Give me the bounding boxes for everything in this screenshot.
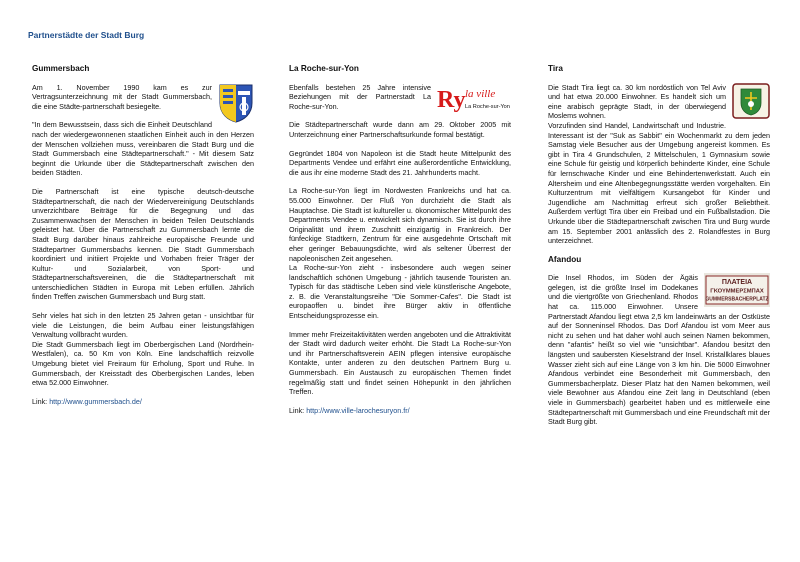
gummersbach-intro: Am 1. November 1990 kam es zur Vertragsunterzeichnung mit der Stadt Gummersbach, die eine Städte-partnerschaft besiegelte. <box>32 82 212 111</box>
la-roche-sur-yon-logo-icon <box>437 83 511 115</box>
heading-la-roche-sur-yon: La Roche-sur-Yon <box>289 64 359 73</box>
la-roche-certificate: Die Städtepartnerschaft wurde dann am 29. Oktober 2005 mit Unterzeichnung einer Partnerschaftsurkunde formal bestätigt. <box>289 120 511 139</box>
svg-text:Ry: Ry <box>437 86 466 113</box>
gummersbach-coat-of-arms-icon <box>218 83 254 123</box>
column-tira-afandou <box>548 64 770 436</box>
tira-description: Die Stadt Tira liegt ca. 30 km nordöstlich von Tel Aviv und hat etwa 20.000 Einwohner. Es handelt sich um eine arabisch geprägte Stadt, in der überwiegend Moslems wohnen. Vorzufinden sind Handel, Landwirtschaft und Industrie. Interessant ist der "Suk as Sabbit" ein Wochenmarkt zu dem jeden Samstag viele Besucher aus der Umgebung angereist kommen. Es gibt in Tira 4 Grundschulen, 2 Mittelschulen, 1 Gymnasium sowie eine Schule für geistig und körperlich behinderte Kinder, eine Schule für lernschwache Kinder und eine Behindertenwerkstatt. Auch ein Altersheim und eine Altenbegegnungsstätte werden vorgehalten. Ein Kulturzentrum mit vielfältigem Kursangebot für Kinder und Jugendliche am Nachmittag erfreut sich großer Beliebtheit. Außerdem verfügt Tira über ein Freibad und ein Fußballstadion. Die Urkunde über die Städtepartnerschaft zwischen Tira und Burg wurde am 15. September 2001 anlässlich des 2. Rolandfestes in Burg unterzeichnet. <box>548 82 770 246</box>
la-roche-link[interactable]: http://www.ville-larochesuryon.fr/ <box>306 405 410 415</box>
la-roche-description: La Roche-sur-Yon liegt im Nordwesten Frankreichs und hat ca. 55.000 Einwohner. Der Fluß Yon durchzieht die Stadt als Hauptachse. Die Stadt ist kultureller u. ökonomischer Mittelpunkt des Departments Vendee u. entwickelt sich dynamisch. Sie ist durch ihre Originalität und ihrem Zuschnitt einzigartig in Frankreich. Der fünfeckige Stadtkern, Zentrum für eine ausgedehnte Ortschaft mit eher geringer Bebauungsdichte, wird als seltener Überrest der napoleonischen Zeit angesehen. La Roche-sur-Yon zieht - insbesondere auch wegen seiner landschaftlich schönen Umgebung - jährlich tausende Touristen an. Typisch für das städtische Leben sind viele künstlerische Angebote, z. B. die Veranstaltungsreihe "Die Sommer-Cafes". Die Stadt ist europaoffen u. bindet ihre Bürger aktiv in öffentliche Entscheidungsprozesse ein. <box>289 186 511 321</box>
gummersbach-quote: "In dem Bewusstsein, dass sich die Einheit Deutschland nach der wiedergewonnenen staatlichen Einheit auch in den Herzen der Menschen vollziehen muss, vereinbaren die Stadt Burg und die Stadt Gummersbach eine Städtepartnerschaft." - Mit diesem Satz beginnt die Urkunde über die Städtepartnerschaft zwischen den beiden Städten. <box>32 120 254 178</box>
column-gummersbach <box>32 64 254 415</box>
gummersbach-link[interactable]: http://www.gummersbach.de/ <box>49 396 142 406</box>
gummersbach-description: Sehr vieles hat sich in den letzten 25 Jahren getan - unsichtbar für viele die Leistungen, die beim Aufbau einer leistungsfähigen Verwaltung vollbracht wurden. Die Stadt Gummersbach liegt im Oberbergischen Land (Nordrhein-Westfalen), ca. 50 Km von Köln. Eine landschaftlich reizvolle Umgebung bietet viel Freiraum für Erholung, Sport und Ruhe. In Gummersbach, der Kreisstadt des Oberbergischen Landes, leben etwa 52.000 Einwohner. <box>32 311 254 388</box>
la-roche-intro: Ebenfalls bestehen 25 Jahre intensive Beziehungen mit der Partnerstadt La Roche-sur-Yon. <box>289 82 431 111</box>
heading-tira: Tira <box>548 64 563 73</box>
gummersbach-link-row <box>32 397 254 407</box>
heading-gummersbach: Gummersbach <box>32 64 90 73</box>
column-la-roche-sur-yon <box>289 64 511 424</box>
sign-line-2: ΓΚΟΥΜΜΕΡΣΜΠΑΧ <box>710 288 764 295</box>
afandou-description: Die Insel Rhodos, im Süden der Ägäis gelegen, ist die größte Insel im Dodekanes und die viertgrößte von Griechenland. Rhodos hat ca. 115.000 Einwohner. Unsere Partnerstadt Afandou liegt etwa 2,5 km landeinwärts an der Ostküste auf der Sonneninsel Rhodos. Das Dorf Afandou ist vom Meer aus nicht zu sehen und hat daher wohl auch seinen Namen bekommen, denn "afantis" heißt so viel wie "unsichtbar". Afandou besitzt den längsten und saubersten Kieselstrand der Insel. Kristallklares blaues Wasser zieht sich auf eine Länge von 3 km hin. Die 5000 Einwohner Afandous verbindet eine Besonderheit mit Gummersbach, den Gummersbacherplatz. Dieser Platz hat den Namen bekommen, weil viele Bewohner aus Afandou eine Zeit lang in Deutschland (eben viele in Gummersbach) gearbeitet haben und es mittlerweile eine Städtepartnerschaft mit Gummersbach und eine Freundschaft mit der Stadt Burg gibt. <box>548 273 770 427</box>
la-roche-link-row <box>289 406 511 416</box>
sign-line-3: GUMMERSBACHERPLATZ <box>705 296 769 303</box>
link-label: Link: <box>289 405 307 415</box>
tira-emblem-icon <box>732 83 770 119</box>
svg-text:La Roche-sur-Yon: La Roche-sur-Yon <box>465 103 510 110</box>
gummersbach-partnership: Die Partnerschaft ist eine typische deutsch-deutsche Städtepartnerschaft, die nach der Wiedervereinigung Deutschlands unverzichtbare Beiträge für die Begegnung und das Zusammenwachsen der Menschen in beiden Teilen Deutschlands geleistet hat. Über die Partnerschaft zu Gummersbach lernte die Stadt Burg darüber hinaus zahlreiche europäische Freunde und Städtepartner Gummersbachs kennen. Die Stadt Gummersbach koordiniert und initiiert Projekte und Vorhaben freier Träger der Kultur- und Sozialarbeit, von Sport- und Städtepartnerschaftsvereinen, die die Städtepartnerschaft mit unterschiedlichen Städten in Europa mit Leben erfüllen. Jährlich finden Treffen zwischen Gummersbach und Burg statt. <box>32 186 254 302</box>
sign-line-1: ΠΛΑΤΕΙΑ <box>721 279 753 287</box>
page-title: Partnerstädte der Stadt Burg <box>28 30 145 40</box>
la-roche-history: Gegründet 1804 von Napoleon ist die Stadt heute Mittelpunkt des Departments Vendee und erfährt eine außerordentliche Entwicklung, die aus ihr eine moderne Stadt des 21. Jahrhunderts macht. <box>289 148 511 177</box>
link-label: Link: <box>32 396 50 406</box>
svg-text:la ville: la ville <box>465 87 496 100</box>
afandou-street-sign-icon <box>704 273 770 307</box>
heading-afandou: Afandou <box>548 254 582 264</box>
la-roche-activities: Immer mehr Freizeitaktivitäten werden angeboten und die Attraktivität der Stadt wird dadurch weiter erhöht. Die Stadt La Roche-sur-Yon und ihr Partnerschaftsverein AEIN pflegen intensive europäische Kontakte, unter anderen zu den deutschen Partnern Burg u. Gummersbach. Ein Austausch zu europäischen Themen findet regelmäßig statt und findet seinen Höhepunkt in den jährlichen Treffen. <box>289 329 511 397</box>
